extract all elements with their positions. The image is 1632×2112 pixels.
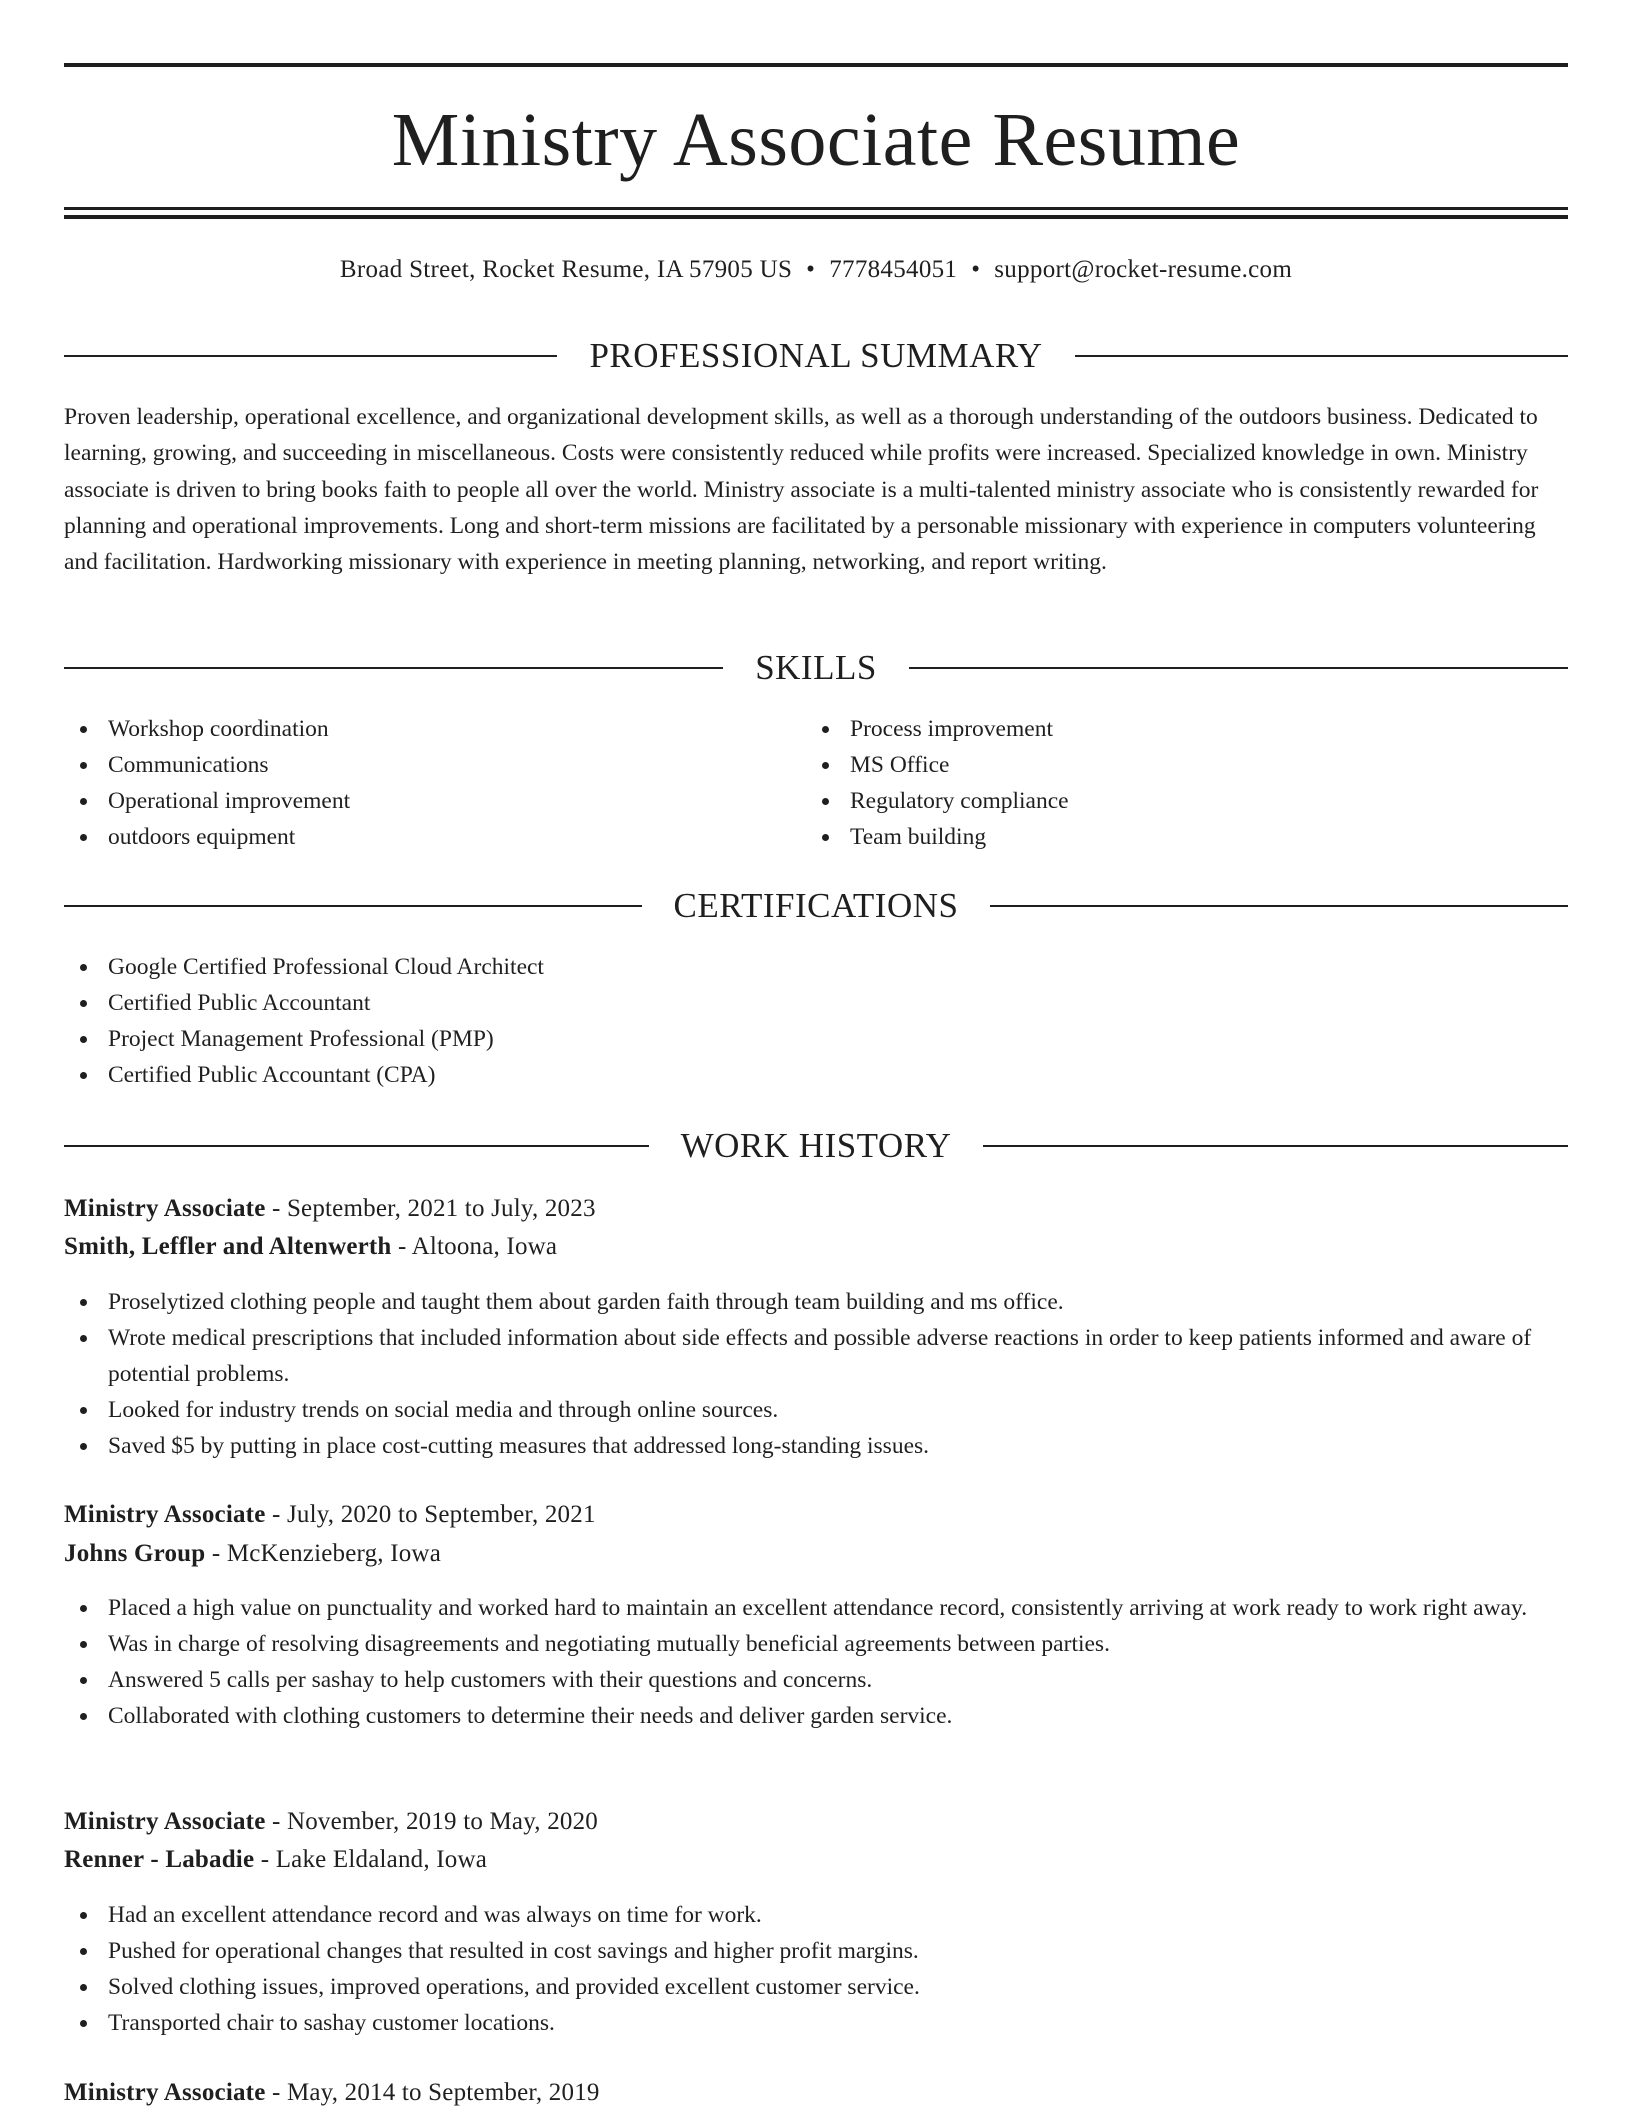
job-company-line: Smith, Leffler and Altenwerth - Altoona, Iowa (64, 1233, 558, 1260)
skills-list-right (806, 711, 1506, 855)
job-title: Ministry Associate (64, 1808, 266, 1835)
heading-rule-right (909, 667, 1568, 669)
skill-item: Regulatory compliance (806, 783, 1506, 819)
summary-text: Proven leadership, operational excellence, and organizational development skills, as well as a thorough understanding of the outdoors business. Dedicated to learning, growing, and succeeding in miscellaneous. Costs were consistently reduced while profits were increased. Specialized knowledge in own. Ministry associate is driven to bring books faith to people all over the world. Ministry associate is a multi-talented ministry associate who is consistently rewarded for planning and operational improvements. Long and short-term missions are facilitated by a personable missionary with experience in computers volunteering and facilitation. Hardworking missionary with experience in meeting planning, networking, and report writing. (64, 404, 1539, 576)
skills-heading: SKILLS (755, 648, 877, 687)
job-bullet: Had an excellent attendance record and was always on time for work. (64, 1897, 1568, 1933)
job-bullet: Pushed for operational changes that resulted in cost savings and higher profit margins. (64, 1933, 1568, 1969)
heading-rule-left (64, 905, 642, 907)
contact-address: Broad Street, Rocket Resume, IA 57905 US (339, 256, 793, 283)
skills-list-left (64, 711, 764, 855)
skill-item: MS Office (806, 747, 1506, 783)
certification-item: Google Certified Professional Cloud Architect (64, 949, 1568, 985)
heading-rule-left (64, 355, 557, 357)
job-bullet: Solved clothing issues, improved operations, and provided excellent customer service. (64, 1969, 1568, 2005)
contact-separator: • (806, 256, 816, 283)
job-company: Johns Group (64, 1540, 206, 1567)
job-bullet: Transported chair to sashay customer locations. (64, 2005, 1568, 2041)
title-rule-lower (64, 215, 1568, 219)
job-bullet: Proselytized clothing people and taught them about garden faith through team building and ms office. (64, 1284, 1568, 1320)
job-bullet: Wrote medical prescriptions that included information about side effects and possible adverse reactions in order to keep patients informed and aware of potential problems. (64, 1320, 1568, 1392)
contact-email: support@rocket-resume.com (994, 256, 1293, 283)
job-bullets (64, 1590, 1568, 1734)
certification-item: Project Management Professional (PMP) (64, 1021, 1568, 1057)
job-location: Altoona, Iowa (411, 1233, 558, 1260)
job-title: Ministry Associate (64, 2079, 266, 2106)
job-bullet: Looked for industry trends on social media and through online sources. (64, 1392, 1568, 1428)
job-title: Ministry Associate (64, 1501, 266, 1528)
job-bullet: Collaborated with clothing customers to determine their needs and deliver garden service. (64, 1698, 1568, 1734)
skill-item: Team building (806, 819, 1506, 855)
job-bullets (64, 1284, 1568, 1464)
skill-item: Operational improvement (64, 783, 764, 819)
skills-heading-row (64, 646, 1568, 690)
job-company-line: Johns Group - McKenzieberg, Iowa (64, 1540, 441, 1567)
skill-item: Process improvement (806, 711, 1506, 747)
heading-rule-right (1075, 355, 1568, 357)
heading-rule-right (990, 905, 1568, 907)
certifications-heading: CERTIFICATIONS (673, 886, 959, 925)
job-bullet: Placed a high value on punctuality and worked hard to maintain an excellent attendance record, consistently arriving at work ready to work right away. (64, 1590, 1568, 1626)
summary-heading: PROFESSIONAL SUMMARY (589, 336, 1043, 375)
certification-item: Certified Public Accountant (CPA) (64, 1057, 1568, 1093)
skill-item: Workshop coordination (64, 711, 764, 747)
work-heading-row (64, 1124, 1568, 1168)
job-title-line: Ministry Associate - September, 2021 to July, 2023 (64, 1195, 596, 1222)
job-company-line: Renner - Labadie - Lake Eldaland, Iowa (64, 1846, 488, 1873)
skill-item: outdoors equipment (64, 819, 764, 855)
work-heading: WORK HISTORY (680, 1126, 952, 1165)
job-title-line: Ministry Associate - November, 2019 to May, 2020 (64, 1808, 599, 1835)
job-dates: November, 2019 to May, 2020 (286, 1808, 599, 1835)
job-title-line: Ministry Associate - July, 2020 to September, 2021 (64, 1501, 596, 1528)
skill-item: Communications (64, 747, 764, 783)
job-dates: July, 2020 to September, 2021 (286, 1501, 596, 1528)
job-dates: May, 2014 to September, 2019 (286, 2079, 600, 2106)
certification-item: Certified Public Accountant (64, 985, 1568, 1021)
heading-rule-left (64, 667, 723, 669)
top-rule (64, 63, 1568, 67)
heading-rule-right (983, 1145, 1568, 1147)
job-location: McKenzieberg, Iowa (226, 1540, 441, 1567)
job-bullet: Answered 5 calls per sashay to help customers with their questions and concerns. (64, 1662, 1568, 1698)
job-company: Renner - Labadie (64, 1846, 255, 1873)
certifications-heading-row (64, 884, 1568, 928)
contact-separator: • (971, 256, 981, 283)
job-location: Lake Eldaland, Iowa (275, 1846, 488, 1873)
summary-heading-row (64, 334, 1568, 378)
contact-phone: 7778454051 (829, 256, 958, 283)
job-title: Ministry Associate (64, 1195, 266, 1222)
job-bullets (64, 1897, 1568, 2041)
job-bullet: Saved $5 by putting in place cost-cutting measures that addressed long-standing issues. (64, 1428, 1568, 1464)
job-bullet: Was in charge of resolving disagreements and negotiating mutually beneficial agreements between parties. (64, 1626, 1568, 1662)
contact-line (64, 252, 1568, 288)
job-company: Smith, Leffler and Altenwerth (64, 1233, 392, 1260)
job-dates: September, 2021 to July, 2023 (286, 1195, 596, 1222)
job-title-line: Ministry Associate - May, 2014 to September, 2019 (64, 2079, 600, 2106)
resume-title: Ministry Associate Resume (391, 98, 1241, 182)
heading-rule-left (64, 1145, 649, 1147)
title-rule-upper (64, 207, 1568, 210)
certifications-list (64, 949, 1568, 1093)
